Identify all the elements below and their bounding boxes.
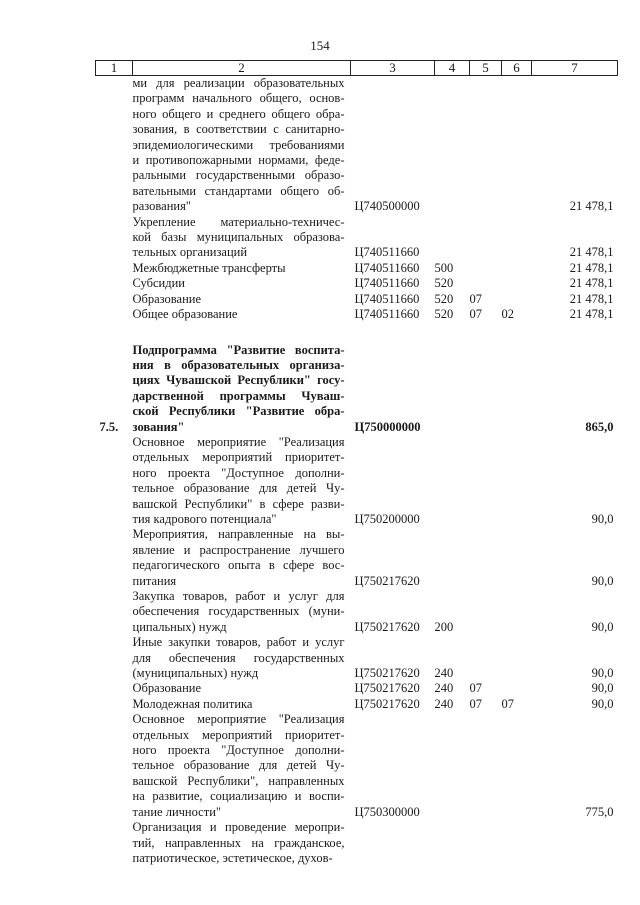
item-name-line: тельное образование для детей Чу- xyxy=(132,481,345,496)
target-code: Ц750217620 xyxy=(354,619,420,634)
subsection-code xyxy=(502,820,532,866)
item-name-line: Мероприятия, направленные на вы- xyxy=(132,527,345,542)
item-name-line: тия кадрового потенциала" xyxy=(132,511,277,526)
item-name-line: ской Республики "Развитие обра- xyxy=(132,404,345,419)
item-name xyxy=(133,343,351,435)
subsection-code: 07 xyxy=(501,696,514,711)
header-col-5: 5 xyxy=(470,61,502,76)
target-code: Ц750217620 xyxy=(354,681,420,696)
item-name-line: Субсидии xyxy=(132,276,185,291)
subsection-code xyxy=(502,527,532,589)
table-row xyxy=(96,589,618,635)
item-name xyxy=(133,681,351,696)
target-code: Ц740511660 xyxy=(354,307,420,322)
table-row xyxy=(96,261,618,276)
section-code xyxy=(470,435,502,527)
item-name xyxy=(133,261,351,276)
table-row xyxy=(96,76,618,215)
item-name-line: и противопожарными нормами, феде- xyxy=(132,153,345,168)
table-row xyxy=(96,435,618,527)
item-name-line: тий, направленных на гражданское, xyxy=(132,835,345,850)
item-name-line: для обеспечения государственных xyxy=(132,650,345,665)
item-name-line: кой базы муниципальных образова- xyxy=(132,230,345,245)
target-code: Ц740511660 xyxy=(354,276,420,291)
target-code xyxy=(351,820,435,866)
table-row xyxy=(96,712,618,820)
item-name-line: разования" xyxy=(132,199,191,214)
item-name-line: на развитие, социализацию и воспи- xyxy=(132,789,345,804)
subsection-code xyxy=(502,343,532,435)
table-row xyxy=(96,292,618,307)
expense-group xyxy=(435,712,470,820)
expense-group xyxy=(435,435,470,527)
expense-group: 240 xyxy=(434,666,454,681)
amount: 90,0 xyxy=(591,619,614,634)
amount: 21 478,1 xyxy=(569,260,614,275)
section-number xyxy=(96,276,133,291)
item-name-line: Основное мероприятие "Реализация xyxy=(132,434,345,449)
item-name xyxy=(133,589,351,635)
expense-group: 240 xyxy=(434,696,454,711)
item-name xyxy=(133,712,351,820)
header-col-6: 6 xyxy=(502,61,532,76)
section-number xyxy=(96,215,133,261)
amount: 90,0 xyxy=(591,681,614,696)
expense-group: 520 xyxy=(434,291,454,306)
table-row xyxy=(96,635,618,681)
table-row xyxy=(96,276,618,291)
item-name-line: ральными государственными образо- xyxy=(132,168,345,183)
item-name-line: вашской Республики", направленных xyxy=(132,773,345,788)
section-code: 07 xyxy=(469,307,482,322)
section-code xyxy=(470,261,502,276)
table-body xyxy=(96,76,618,867)
amount: 90,0 xyxy=(591,511,614,526)
subsection-code: 02 xyxy=(501,307,514,322)
section-number xyxy=(96,435,133,527)
expense-group xyxy=(435,820,470,866)
table-row xyxy=(96,343,618,435)
page-number: 154 xyxy=(310,38,330,53)
item-name-line: Основное мероприятие "Реализация xyxy=(132,712,345,727)
item-name xyxy=(133,307,351,322)
target-code: Ц750200000 xyxy=(354,511,420,526)
item-name-line: ми для реализации образовательных xyxy=(132,76,345,90)
section-code xyxy=(470,589,502,635)
table-row xyxy=(96,697,618,712)
amount: 90,0 xyxy=(591,666,614,681)
item-name-line: питания xyxy=(132,573,177,588)
item-name-line: ного общего и среднего общего обра- xyxy=(132,106,345,121)
item-name-line: зования" xyxy=(132,419,185,434)
subsection-code xyxy=(502,435,532,527)
item-name-line: обеспечения государственных (муни- xyxy=(132,604,345,619)
section-number xyxy=(96,820,133,866)
table-row xyxy=(96,215,618,261)
spacer-cell xyxy=(96,323,618,343)
item-name-line: тельных организаций xyxy=(132,245,248,260)
table-row xyxy=(96,307,618,322)
item-name-line: (муниципальных) нужд xyxy=(132,666,259,681)
item-name-line: ния в образовательных организа- xyxy=(132,357,345,372)
header-col-3: 3 xyxy=(351,61,435,76)
item-name-line: вательными стандартами общего об- xyxy=(132,183,345,198)
section-code xyxy=(470,712,502,820)
subsection-code xyxy=(502,276,532,291)
amount: 21 478,1 xyxy=(569,291,614,306)
spacer-row xyxy=(96,323,618,343)
amount: 21 478,1 xyxy=(569,199,614,214)
item-name xyxy=(133,697,351,712)
amount: 21 478,1 xyxy=(569,307,614,322)
item-name-line: программ начального общего, основ- xyxy=(132,91,345,106)
expense-group: 520 xyxy=(434,307,454,322)
expense-group xyxy=(435,343,470,435)
section-code xyxy=(470,76,502,215)
item-name-line: Межбюджетные трансферты xyxy=(132,260,286,275)
amount: 90,0 xyxy=(591,696,614,711)
item-name-line: зования, в соответствии с санитарно- xyxy=(132,122,345,137)
section-code: 07 xyxy=(469,696,482,711)
subsection-code xyxy=(502,292,532,307)
section-code xyxy=(470,343,502,435)
expense-group xyxy=(435,215,470,261)
subsection-code xyxy=(502,261,532,276)
subsection-code xyxy=(502,215,532,261)
section-number xyxy=(96,681,133,696)
header-col-2: 2 xyxy=(133,61,351,76)
section-number xyxy=(96,712,133,820)
section-number xyxy=(96,307,133,322)
amount: 775,0 xyxy=(585,804,614,819)
item-name xyxy=(133,527,351,589)
expense-group xyxy=(435,76,470,215)
item-name-line: Закупка товаров, работ и услуг для xyxy=(132,589,345,603)
item-name xyxy=(133,435,351,527)
item-name-line: Иные закупки товаров, работ и услуг xyxy=(132,635,345,650)
subsection-code xyxy=(502,681,532,696)
subsection-code xyxy=(502,589,532,635)
target-code: Ц750217620 xyxy=(354,573,420,588)
header-col-4: 4 xyxy=(435,61,470,76)
item-name-line: отдельных мероприятий приоритет- xyxy=(132,450,345,465)
item-name-line: циях Чувашской Республики" госу- xyxy=(132,373,345,388)
item-name-line: Образование xyxy=(132,681,202,696)
section-number xyxy=(96,292,133,307)
target-code: Ц750217620 xyxy=(354,666,420,681)
section-code xyxy=(470,276,502,291)
item-name-line: тельное образование для детей Чу- xyxy=(132,758,345,773)
amount: 90,0 xyxy=(591,573,614,588)
item-name xyxy=(133,276,351,291)
target-code: Ц750000000 xyxy=(354,419,421,434)
section-number xyxy=(96,527,133,589)
expense-group xyxy=(435,527,470,589)
section-code xyxy=(470,215,502,261)
section-number: 7.5. xyxy=(99,419,119,434)
item-name-line: отдельных мероприятий приоритет- xyxy=(132,727,345,742)
item-name-line: педагогического опыта в сфере вос- xyxy=(132,558,345,573)
table-row xyxy=(96,681,618,696)
table-row xyxy=(96,527,618,589)
item-name xyxy=(133,215,351,261)
section-code: 07 xyxy=(469,681,482,696)
section-number xyxy=(96,697,133,712)
section-code xyxy=(470,527,502,589)
item-name-line: Молодежная политика xyxy=(132,696,253,711)
table-header-row xyxy=(96,61,618,76)
item-name-line: эпидемиологическими требованиями xyxy=(132,137,345,152)
item-name-line: тание личности" xyxy=(132,804,221,819)
item-name xyxy=(133,820,351,866)
header-col-7: 7 xyxy=(532,61,618,76)
item-name-line: вашской Республики" в сфере разви- xyxy=(132,496,345,511)
section-number xyxy=(96,635,133,681)
section-number xyxy=(96,261,133,276)
target-code: Ц750217620 xyxy=(354,696,420,711)
item-name-line: Укрепление материально-техничес- xyxy=(132,214,345,229)
amount: 865,0 xyxy=(585,419,614,434)
target-code: Ц740511660 xyxy=(354,245,420,260)
section-code xyxy=(470,635,502,681)
subsection-code xyxy=(502,76,532,215)
item-name xyxy=(133,292,351,307)
item-name-line: Общее образование xyxy=(132,307,238,322)
item-name-line: патриотическое, эстетическое, духов- xyxy=(132,850,333,865)
item-name-line: ного проекта "Доступное дополни- xyxy=(132,743,345,758)
budget-table xyxy=(95,60,618,866)
expense-group: 520 xyxy=(434,276,454,291)
amount xyxy=(532,820,618,866)
target-code: Ц740500000 xyxy=(354,199,420,214)
subsection-code xyxy=(502,635,532,681)
expense-group: 200 xyxy=(434,619,454,634)
target-code: Ц740511660 xyxy=(354,291,420,306)
item-name-line: Образование xyxy=(132,291,202,306)
target-code: Ц750300000 xyxy=(354,804,420,819)
amount: 21 478,1 xyxy=(569,245,614,260)
expense-group: 500 xyxy=(434,260,454,275)
section-number xyxy=(96,76,133,215)
section-code: 07 xyxy=(469,291,482,306)
item-name xyxy=(133,76,351,215)
section-code xyxy=(470,820,502,866)
table-row xyxy=(96,820,618,866)
item-name-line: Подпрограмма "Развитие воспита- xyxy=(132,342,345,357)
amount: 21 478,1 xyxy=(569,276,614,291)
target-code: Ц740511660 xyxy=(354,260,420,275)
header-col-1: 1 xyxy=(96,61,133,76)
item-name-line: явление и распространение лучшего xyxy=(132,542,345,557)
expense-group: 240 xyxy=(434,681,454,696)
item-name-line: ципальных) нужд xyxy=(132,619,227,634)
item-name-line: ного проекта "Доступное дополни- xyxy=(132,465,345,480)
item-name xyxy=(133,635,351,681)
item-name-line: дарственной программы Чуваш- xyxy=(132,388,345,403)
section-number xyxy=(96,589,133,635)
subsection-code xyxy=(502,712,532,820)
item-name-line: Организация и проведение меропри- xyxy=(132,820,345,835)
